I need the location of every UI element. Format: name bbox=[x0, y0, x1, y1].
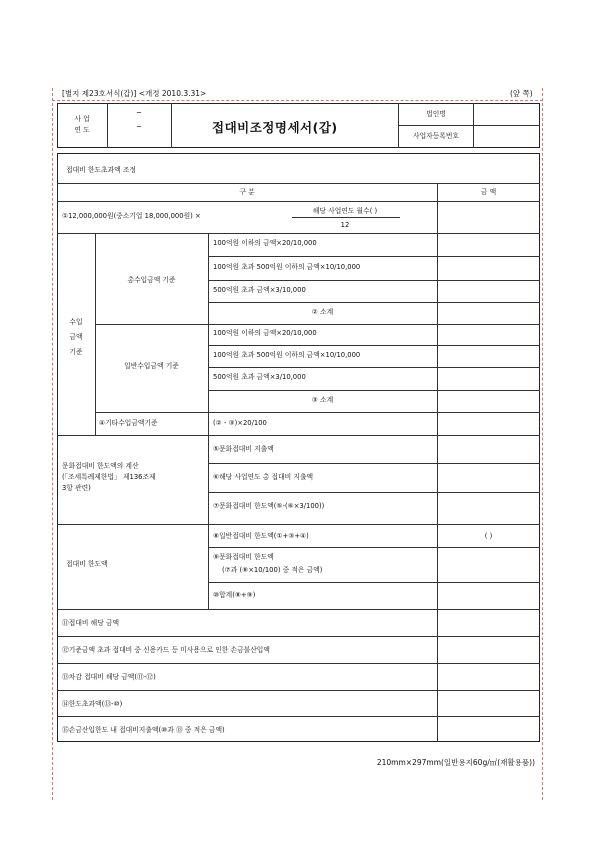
culture-expense-item5: ⑤문화접대비 지출액 bbox=[213, 445, 274, 453]
biz-reg-no-label: 사업자등록번호 bbox=[413, 132, 459, 140]
culture-limit-calc-label: 문화접대비 한도액의 계산 (「조세특례제한법」 제136조제 3항 관련) bbox=[62, 462, 156, 492]
card-nonuse-item12: ⑫기준금액 초과 접대비 중 신용카드 등 미사용으로 인한 손금불산입액 bbox=[62, 646, 270, 654]
margin-guide-top bbox=[52, 100, 543, 101]
corp-name-label: 법인명 bbox=[426, 110, 446, 118]
document-title: 접대비조정명세서(갑) bbox=[212, 120, 338, 135]
subtotal-2: ② 소계 bbox=[311, 308, 334, 316]
general-rate-3: 500억원 초과 금액×3/10,000 bbox=[213, 373, 306, 381]
general-income-basis-label: 일반수입금액 기준 bbox=[124, 362, 179, 370]
total-expense-item6: ⑥해당 사업연도 총 접대비 지출액 bbox=[213, 473, 314, 481]
subtotal-3: ③ 소계 bbox=[311, 396, 334, 404]
total-income-basis-label: 총수입금액 기준 bbox=[127, 276, 176, 284]
row1-denominator: 12 bbox=[340, 221, 350, 229]
paper-spec-footer: 210mm×297mm(일반용지60g/㎡(재활용품)) bbox=[376, 758, 535, 767]
total-rate-1: 100억원 이하의 금액×20/10,000 bbox=[213, 239, 317, 247]
margin-guide-left bbox=[52, 88, 53, 800]
culture-limit-item7: ⑦문화접대비 한도액(⑤-(⑥×3/100)) bbox=[213, 502, 325, 510]
row1-base-amount: ①12,000,000원(중소기업 18,000,000원) × bbox=[62, 212, 201, 220]
row1-numerator: 해당 사업연도 월수( ) bbox=[312, 207, 378, 215]
margin-guide-right bbox=[542, 88, 543, 800]
general-limit-item8: ⑧일반접대비 한도액(①+③+④) bbox=[213, 532, 309, 540]
general-rate-1: 100억원 이하의 금액×20/10,000 bbox=[213, 329, 317, 337]
business-year-separator-1: ~ bbox=[136, 109, 142, 117]
total-rate-2: 100억원 초과 500억원 이하의 금액×10/10,000 bbox=[213, 263, 361, 271]
excess-amount-item14: ⑭한도초과액(⑬-⑩) bbox=[62, 700, 123, 708]
form-number: [별지 제23호서식(갑)] <개정 2010.3.31> bbox=[62, 89, 207, 98]
income-basis-group-label: 수입 금액 기준 bbox=[69, 318, 83, 356]
business-year-label: 사 업 연 도 bbox=[74, 115, 90, 134]
culture-limit-item9-note: (⑦과 (⑧×10/100) 중 적은 금액) bbox=[222, 566, 323, 574]
column-header-item: 구 분 bbox=[239, 188, 255, 196]
entertainment-limit-label: 접대비 한도액 bbox=[66, 560, 108, 568]
total-limit-item10: ⑩합계(⑧+⑨) bbox=[213, 591, 256, 599]
culture-limit-item9: ⑨문화접대비 한도액 bbox=[213, 553, 274, 561]
page-side-label: (앞 쪽) bbox=[510, 89, 533, 98]
section-title: 접대비 한도초과액 조정 bbox=[66, 166, 136, 174]
net-amount-item13: ⑬차감 접대비 해당 금액(⑪-⑫) bbox=[62, 673, 156, 681]
general-rate-2: 100억원 초과 500억원 이하의 금액×10/10,000 bbox=[213, 351, 361, 359]
deductible-amount-item15: ⑮손금산입한도 내 접대비지출액(⑩과 ⑬ 중 적은 금액) bbox=[62, 726, 225, 734]
item8-amount-paren: ( ) bbox=[484, 532, 493, 540]
other-income-formula: (② - ③)×20/100 bbox=[213, 419, 267, 427]
column-header-amount: 금 액 bbox=[480, 188, 497, 196]
business-year-separator-2: ~ bbox=[136, 123, 142, 131]
other-income-basis-label: ④기타수입금액기준 bbox=[99, 419, 158, 427]
total-rate-3: 500억원 초과 금액×3/10,000 bbox=[213, 286, 306, 294]
entertainment-amount-item11: ⑪접대비 해당 금액 bbox=[62, 619, 120, 627]
